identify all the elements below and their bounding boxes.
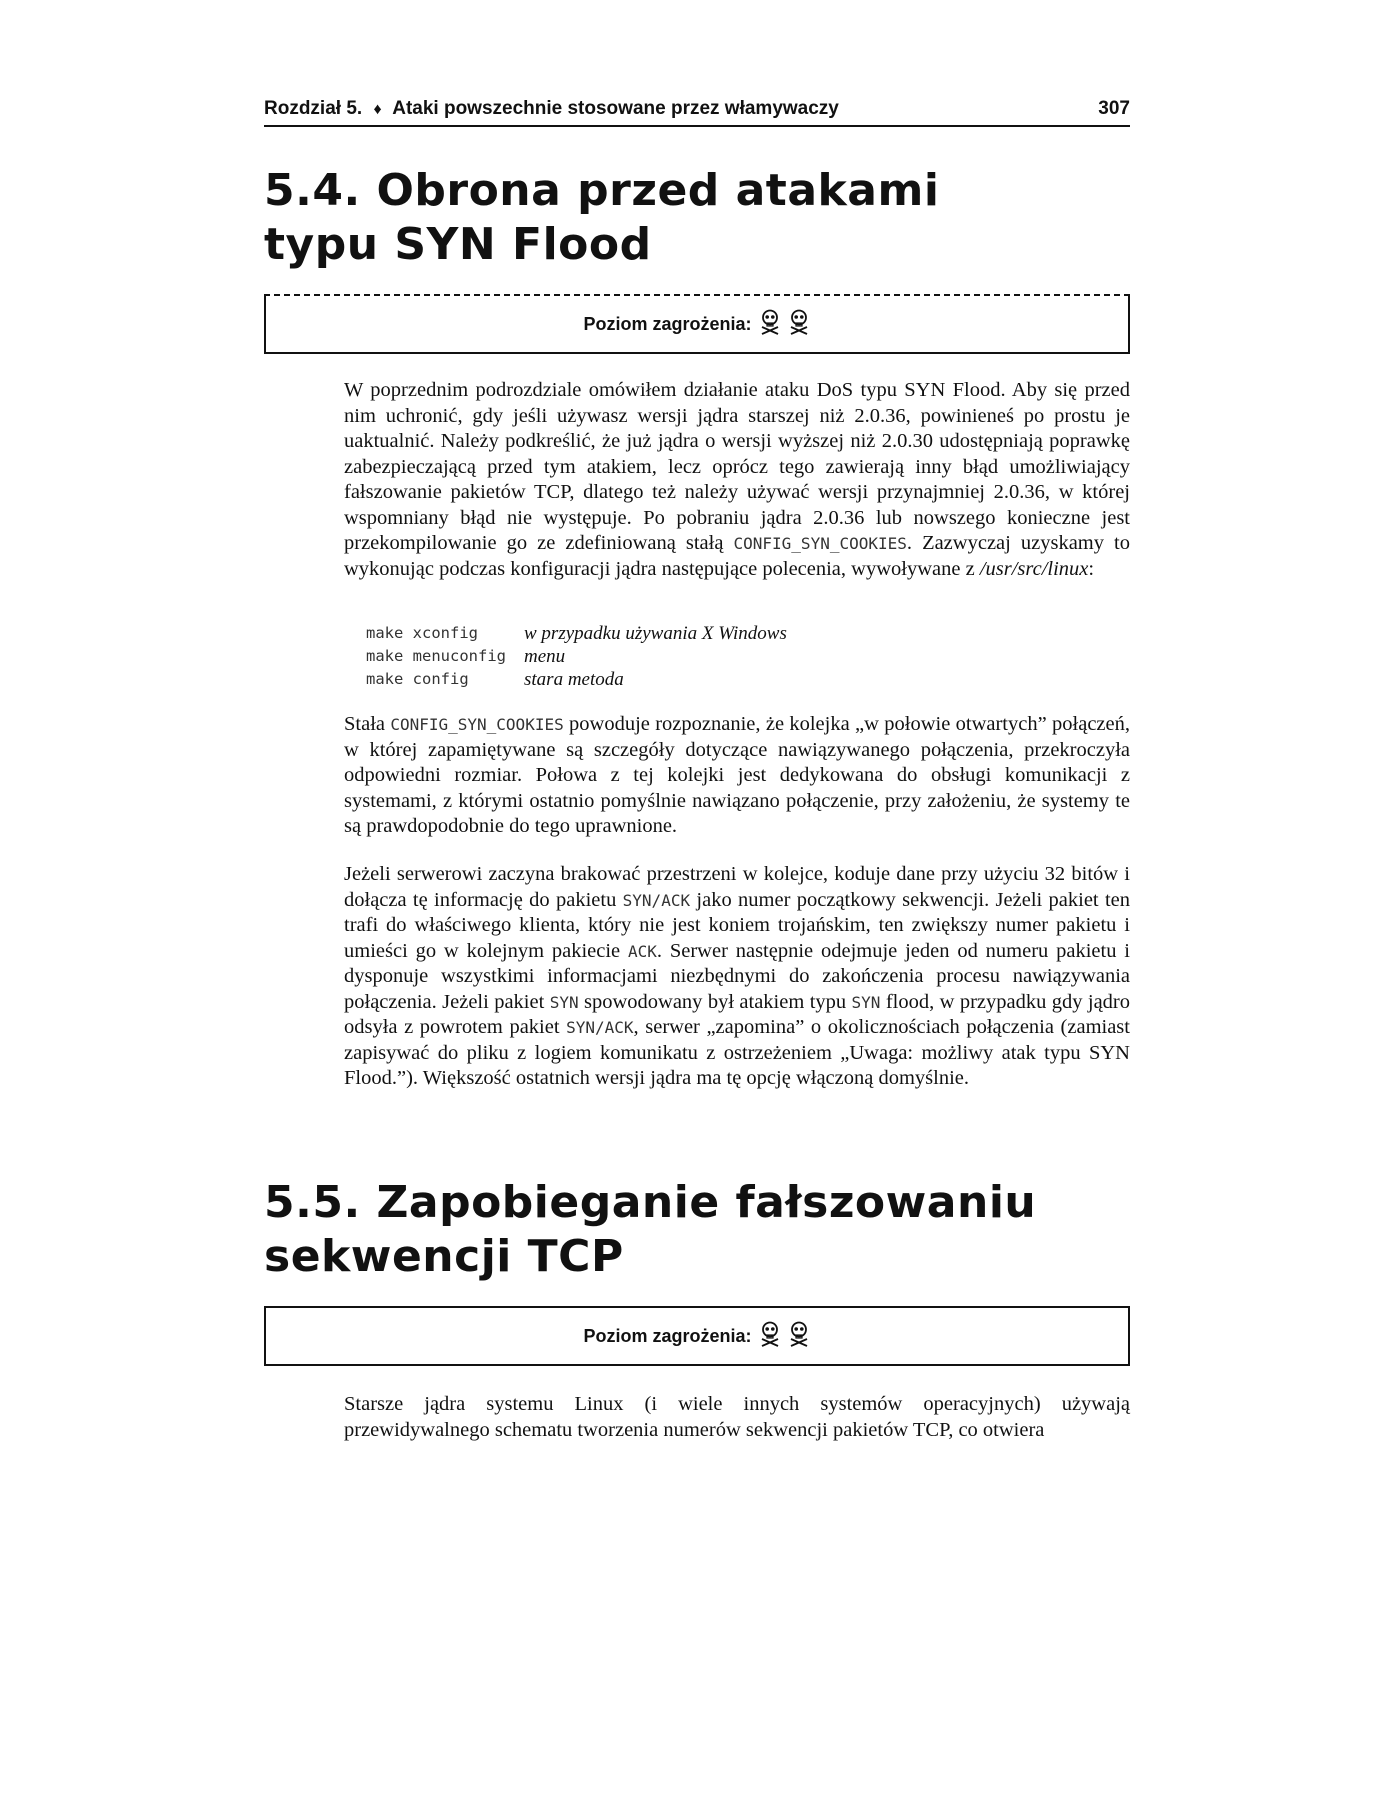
skull-crossbones-icon [759, 1321, 781, 1347]
inline-code: SYN/ACK [622, 890, 691, 910]
text-run: . Zazwyczaj uzyskamy to wykonując podczas konfiguracji jądra następujące polecenia, wywoływane z [344, 532, 1130, 580]
section-title-line: 5.4. Obrona przed atakami [264, 165, 940, 216]
text-run: , serwer „zapomina” o okolicznościach połączenia (zamiast zapisywać do pliku z logiem komunikatu z ostrzeżeniem „Uwaga: możliwy atak typu SYN Flood.”). Większość ostatnich wersji jądra ma tę opcję włączoną domyślnie. [344, 1016, 1130, 1089]
section-title-line: sekwencji TCP [264, 1231, 624, 1282]
text-run: flood, w przypadku gdy jądro odsyła z powrotem pakiet [344, 990, 1130, 1038]
section-5-4-title [264, 164, 1164, 272]
inline-code: SYN/ACK [566, 1018, 634, 1037]
inline-code: CONFIG_SYN_COOKIES [733, 534, 907, 553]
text-run: powoduje rozpoznanie, że kolejka „w połowie otwartych” połączeń, w której zapamiętywane są szczegóły dotyczące nawiązywanego połączenia, przekroczyła odpowiedni rozmiar. Połowa z tej kolejki jest dedykowana do obsługi komunikacji z systemami, z którymi ostatnio pomyślnie nawiązano połączenie, przy założeniu, że systemy te są prawdopodobnie do tego uprawnione. [344, 713, 1130, 837]
command: make xconfig [366, 624, 478, 642]
running-head-left [264, 98, 839, 120]
threat-level-box [264, 294, 1130, 354]
skull-crossbones-icon [788, 1321, 810, 1347]
command-note: stara metoda [524, 669, 624, 690]
text-run: spowodowany był atakiem typu [578, 990, 852, 1013]
threat-level-label: Poziom zagrożenia: [583, 313, 752, 334]
paragraph [344, 378, 1130, 582]
section-title-line: 5.5. Zapobieganie fałszowaniu [264, 1177, 1037, 1228]
inline-code: CONFIG_SYN_COOKIES [390, 715, 564, 734]
command-note: w przypadku używania X Windows [524, 623, 787, 644]
command-note: menu [524, 646, 566, 667]
section-5-5-title [264, 1176, 1164, 1284]
paragraph: Starsze jądra systemu Linux (i wiele innych systemów operacyjnych) używają przewidywalnego schematu tworzenia numerów sekwencji pakietów TCP, co otwiera [344, 1393, 1130, 1441]
skull-crossbones-icon [759, 309, 781, 335]
command: make menuconfig [366, 647, 506, 665]
text-run: W poprzednim podrozdziale omówiłem działanie ataku DoS typu SYN Flood. Aby się przed nim uchronić, gdy jeśli używasz wersji jądra starszej niż 2.0.36, powinieneś po prostu je uaktualnić. Należy podkreślić, że już jądra o wersji wyższej niż 2.0.30 udostępniają poprawkę zabezpieczającą przed tym atakiem, lecz oprócz tego zawierają inny błąd umożliwiający fałszowanie pakietów TCP, dlatego też należy używać wersji przynajmniej 2.0.36, w której wspomniany błąd nie występuje. Po pobraniu jądra 2.0.36 lub nowszego konieczne jest przekompilowanie go ze zdefiniowaną stałą [344, 379, 1130, 554]
inline-code: SYN [549, 992, 579, 1012]
diamond-separator-icon: ♦ [373, 101, 382, 118]
command: make config [366, 670, 469, 688]
paragraph [344, 862, 1130, 1092]
threat-level-box [264, 1306, 1130, 1366]
command-row [366, 622, 787, 645]
text-run: Jeżeli serwerowi zaczyna brakować przestrzeni w kolejce, koduje dane przy użyciu 32 bitów i dołącza tę informację do pakietu [344, 863, 1130, 911]
section-title-line: typu SYN Flood [264, 219, 652, 270]
command-table [366, 622, 787, 691]
skull-crossbones-icon [788, 309, 810, 335]
text-run: Stała [344, 713, 391, 735]
threat-level-label: Poziom zagrożenia: [583, 1325, 752, 1346]
text-run: . Serwer następnie odejmuje jeden od numeru pakietu i dysponuje wszystkimi informacjami niezbędnymi do zakończenia procesu nawiązywania połączenia. Jeżeli pakiet [344, 939, 1130, 1013]
text-run: jako numer początkowy sekwencji. Jeżeli pakiet ten trafi do właściwego klienta, który nie jest koniem trojańskim, ten zwiększy numer pakietu i umieści go w kolejnym pakiecie [344, 888, 1130, 962]
chapter-title: Ataki powszechnie stosowane przez włamywaczy [392, 98, 839, 119]
text-run: : [1088, 557, 1095, 580]
threat-level-rating [758, 1321, 811, 1352]
file-path: /usr/src/linux [979, 557, 1089, 580]
command-row [366, 645, 787, 668]
inline-code: ACK [627, 941, 657, 961]
inline-code: SYN [851, 992, 881, 1012]
chapter-number: Rozdział 5. [264, 98, 363, 119]
command-row [366, 668, 787, 691]
paragraph [344, 712, 1130, 840]
page-number: 307 [1098, 98, 1130, 119]
threat-level-rating [758, 309, 811, 340]
running-head [264, 98, 1130, 127]
